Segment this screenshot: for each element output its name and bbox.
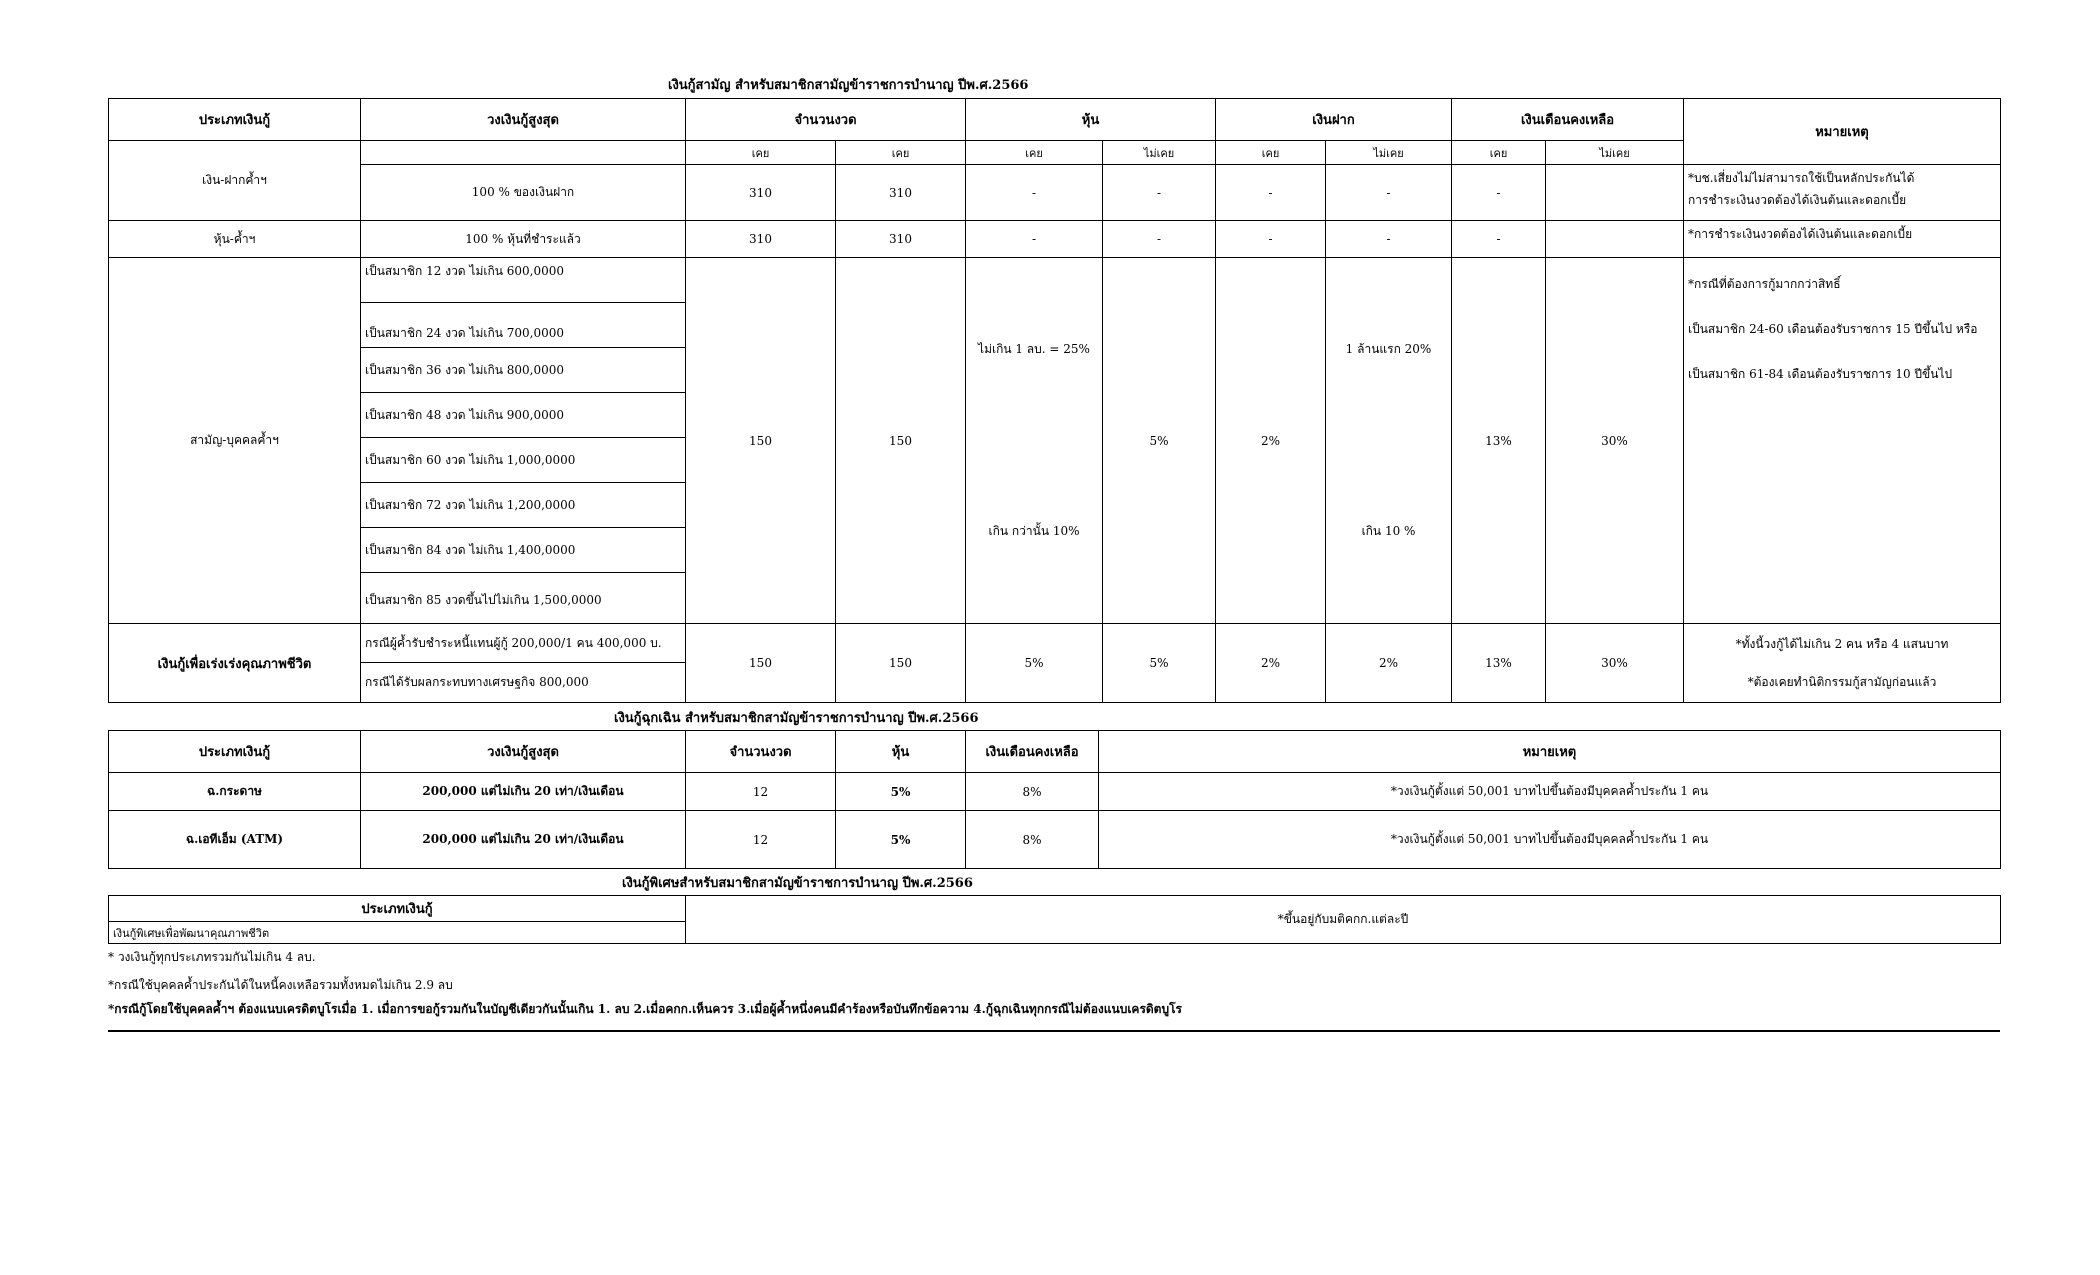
- emergency-loan-table: [108, 730, 2001, 869]
- row2-dep-b: -: [1326, 221, 1452, 258]
- row4-inst-b: 150: [836, 624, 966, 703]
- row4-shares-a: 5%: [966, 624, 1103, 703]
- header-installments: จำนวนงวด: [686, 99, 966, 141]
- t2-row-note: *วงเงินกู้ตั้งแต่ 50,001 บาทไปขึ้นต้องมีบุคคลค้ำประกัน 1 คน: [1099, 811, 2001, 869]
- t3-header-type: ประเภทเงินกู้: [109, 896, 686, 922]
- row4-condition-2: กรณีได้รับผลกระทบทางเศรษฐกิจ 800,000: [365, 675, 589, 689]
- row4-note-2: *ต้องเคยทำนิติกรรมกู้สามัญก่อนแล้ว: [1747, 675, 1937, 689]
- row2-inst-a: 310: [686, 221, 836, 258]
- t2-header-notes: หมายเหตุ: [1099, 731, 2001, 773]
- row2-inst-b: 310: [836, 221, 966, 258]
- row4-note-1: *ทั้งนี้วงกู้ได้ไม่เกิน 2 คน หรือ 4 แสนบาท: [1735, 637, 1949, 651]
- row1-notes: [1684, 165, 2001, 221]
- t2-row-max: 200,000 แต่ไม่เกิน 20 เท่า/เงินเดือน: [361, 773, 686, 811]
- sub-shares-a: เคย: [966, 141, 1103, 165]
- row1-shares-a: -: [966, 165, 1103, 221]
- row1-note-1: *บช.เสี่ยงไม่ไม่สามารถใช้เป็นหลักประกันได้: [1688, 171, 1915, 185]
- t2-row-rem: 8%: [966, 773, 1099, 811]
- row3-shares-a: [966, 258, 1103, 624]
- row3-condition: เป็นสมาชิก 84 งวด ไม่เกิน 1,400,0000: [361, 528, 685, 573]
- row3-condition: เป็นสมาชิก 72 งวด ไม่เกิน 1,200,0000: [361, 483, 685, 528]
- header-max-amount: วงเงินกู้สูงสุด: [361, 99, 686, 141]
- row1-inst-b: 310: [836, 165, 966, 221]
- t2-header-max: วงเงินกู้สูงสุด: [361, 731, 686, 773]
- row3-rem-b: 30%: [1546, 258, 1684, 624]
- row1-type: เงิน-ฝากค้ำฯ: [109, 141, 361, 221]
- row4-conditions: [361, 624, 686, 703]
- row4-notes: [1684, 624, 2001, 703]
- sub-rem-a: เคย: [1452, 141, 1546, 165]
- t2-header-type: ประเภทเงินกู้: [109, 731, 361, 773]
- t2-header-remaining: เงินเดือนคงเหลือ: [966, 731, 1099, 773]
- row3-dep-a: 2%: [1216, 258, 1326, 624]
- row2-rem-b: [1546, 221, 1684, 258]
- row1-shares-b: -: [1103, 165, 1216, 221]
- row3-condition: เป็นสมาชิก 60 งวด ไม่เกิน 1,000,0000: [361, 438, 685, 483]
- t2-row-rem: 8%: [966, 811, 1099, 869]
- t2-row-type: ฉ.กระดาษ: [109, 773, 361, 811]
- header-remaining-salary: เงินเดือนคงเหลือ: [1452, 99, 1684, 141]
- t2-row-inst: 12: [686, 773, 836, 811]
- row4-condition-1: กรณีผู้ค้ำรับชำระหนี้แทนผู้กู้ 200,000/1 คน 400,000 บ.: [361, 624, 685, 663]
- row3-conditions: [361, 258, 686, 624]
- row3-inst-a: 150: [686, 258, 836, 624]
- footnote-2: *กรณีใช้บุคคลค้ำประกันได้ในหนี้คงเหลือรวมทั้งหมดไม่เกิน 2.9 ลบ: [108, 978, 453, 992]
- header-deposit: เงินฝาก: [1216, 99, 1452, 141]
- row3-dep-b-top: 1 ล้านแรก 20%: [1345, 342, 1432, 356]
- row1-inst-a: 310: [686, 165, 836, 221]
- row3-condition: เป็นสมาชิก 48 งวด ไม่เกิน 900,0000: [361, 393, 685, 438]
- row4-type: เงินกู้เพื่อเร่งเร่งคุณภาพชีวิต: [109, 624, 361, 703]
- regular-loan-title: เงินกู้สามัญ สำหรับสมาชิกสามัญข้าราชการบำนาญ ปีพ.ศ.2566: [668, 78, 1029, 93]
- row3-condition: เป็นสมาชิก 85 งวดขึ้นไปไม่เกิน 1,500,0000: [365, 593, 602, 607]
- row3-type: สามัญ-บุคคลค้ำฯ: [109, 258, 361, 624]
- footnote-1: * วงเงินกู้ทุกประเภทรวมกันไม่เกิน 4 ลบ.: [108, 950, 316, 964]
- t2-row-shares: 5%: [836, 773, 966, 811]
- row3-notes: [1684, 258, 2001, 624]
- t3-row-type: เงินกู้พิเศษเพื่อพัฒนาคุณภาพชีวิต: [109, 922, 686, 944]
- sub-dep-a: เคย: [1216, 141, 1326, 165]
- row3-condition: เป็นสมาชิก 36 งวด ไม่เกิน 800,0000: [361, 348, 685, 393]
- row4-dep-b: 2%: [1326, 624, 1452, 703]
- row1-max: 100 % ของเงินฝาก: [361, 165, 686, 221]
- row1-dep-a: -: [1216, 165, 1326, 221]
- emergency-loan-title: เงินกู้ฉุกเฉิน สำหรับสมาชิกสามัญข้าราชการบำนาญ ปีพ.ศ.2566: [614, 711, 979, 726]
- special-loan-table: [108, 895, 2001, 944]
- row2-type: หุ้น-ค้ำฯ: [109, 221, 361, 258]
- row2-note: *การชำระเงินงวดต้องได้เงินต้นและดอกเบี้ย: [1684, 221, 2001, 258]
- regular-loan-table: [108, 98, 2001, 703]
- row4-rem-a: 13%: [1452, 624, 1546, 703]
- row3-dep-b-bottom: เกิน 10 %: [1361, 524, 1416, 538]
- row4-inst-a: 150: [686, 624, 836, 703]
- t2-row-shares: 5%: [836, 811, 966, 869]
- special-loan-title: เงินกู้พิเศษสำหรับสมาชิกสามัญข้าราชการบำนาญ ปีพ.ศ.2566: [622, 876, 973, 891]
- row3-note-2: เป็นสมาชิก 24-60 เดือนต้องรับราชการ 15 ปีขึ้นไป หรือ: [1688, 322, 1978, 336]
- sub-dep-b: ไม่เคย: [1326, 141, 1452, 165]
- t2-row-note: *วงเงินกู้ตั้งแต่ 50,001 บาทไปขึ้นต้องมีบุคคลค้ำประกัน 1 คน: [1099, 773, 2001, 811]
- row3-shares-b: 5%: [1103, 258, 1216, 624]
- row3-condition-list: [361, 258, 685, 623]
- row3-condition: เป็นสมาชิก 12 งวด ไม่เกิน 600,0000: [361, 258, 685, 303]
- header-notes: หมายเหตุ: [1684, 99, 2001, 165]
- row2-dep-a: -: [1216, 221, 1326, 258]
- footnote-3: *กรณีกู้โดยใช้บุคคลค้ำฯ ต้องแนบเครดิตบูโรเมื่อ 1. เมื่อการขอกู้รวมกันในบัญชีเดียวกันนั้นเกิน 1. ลบ 2.เมื่อคกก.เห็นควร 3.เมื่อผู้ค้ำหนึ่งคนมีคำร้องหรือบันทึกข้อความ 4.กู้ฉุกเฉินทุกกรณีไม่ต้องแนบเครดิตบูโร: [108, 1002, 1182, 1016]
- t2-header-shares: หุ้น: [836, 731, 966, 773]
- row3-note-3: เป็นสมาชิก 61-84 เดือนต้องรับราชการ 10 ปีขึ้นไป: [1688, 367, 1953, 381]
- sub-rem-b: ไม่เคย: [1546, 141, 1684, 165]
- row3-dep-b: [1326, 258, 1452, 624]
- row4-dep-a: 2%: [1216, 624, 1326, 703]
- sub-inst-b: เคย: [836, 141, 966, 165]
- row1-rem-b: [1546, 165, 1684, 221]
- row2-shares-a: -: [966, 221, 1103, 258]
- row4-shares-b: 5%: [1103, 624, 1216, 703]
- header-shares: หุ้น: [966, 99, 1216, 141]
- sub-shares-b: ไม่เคย: [1103, 141, 1216, 165]
- row2-rem-a: -: [1452, 221, 1546, 258]
- row1-dep-b: -: [1326, 165, 1452, 221]
- t2-row-type: ฉ.เอทีเอ็ม (ATM): [109, 811, 361, 869]
- row3-rem-a: 13%: [1452, 258, 1546, 624]
- sub-inst-a: เคย: [686, 141, 836, 165]
- row2-max: 100 % หุ้นที่ชำระแล้ว: [361, 221, 686, 258]
- row3-condition: เป็นสมาชิก 24 งวด ไม่เกิน 700,0000: [361, 303, 685, 348]
- row1-note-2: การชำระเงินงวดต้องได้เงินต้นและดอกเบี้ย: [1688, 193, 1907, 207]
- t2-header-installments: จำนวนงวด: [686, 731, 836, 773]
- row3-shares-a-bottom: เกิน กว่านั้น 10%: [988, 524, 1080, 538]
- row2-shares-b: -: [1103, 221, 1216, 258]
- sub-header-empty: [361, 141, 686, 165]
- t3-note: *ขึ้นอยู่กับมติคกก.แต่ละปี: [686, 896, 2001, 944]
- row1-rem-a: -: [1452, 165, 1546, 221]
- bottom-rule: [108, 1030, 2000, 1032]
- row3-note-1: *กรณีที่ต้องการกู้มากกว่าสิทธิ์: [1688, 277, 1841, 291]
- row3-shares-a-top: ไม่เกิน 1 ลบ. = 25%: [978, 342, 1090, 356]
- t2-row-inst: 12: [686, 811, 836, 869]
- t2-row-max: 200,000 แต่ไม่เกิน 20 เท่า/เงินเดือน: [361, 811, 686, 869]
- row3-inst-b: 150: [836, 258, 966, 624]
- header-loan-type: ประเภทเงินกู้: [109, 99, 361, 141]
- row4-rem-b: 30%: [1546, 624, 1684, 703]
